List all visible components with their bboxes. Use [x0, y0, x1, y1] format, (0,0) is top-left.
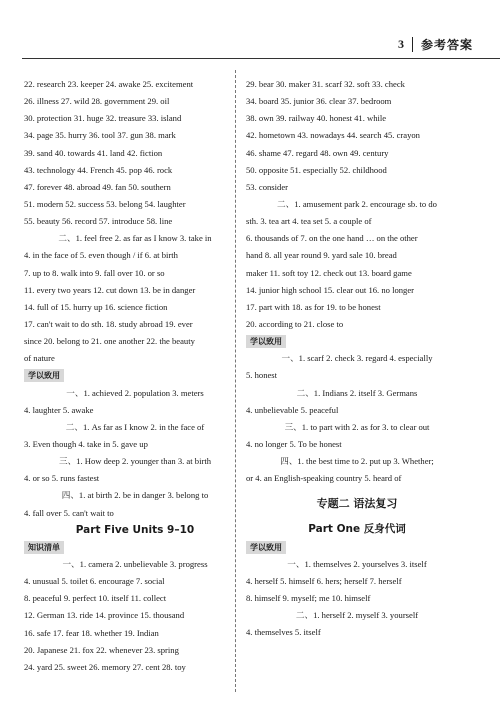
answer-line: 24. yard 25. sweet 26. memory 27. cent 28. toy: [24, 661, 186, 672]
part-heading: Part Five Units 9–10: [75, 523, 195, 536]
header-rule: [22, 58, 500, 59]
answer-line: 17. can't wait to do sth. 18. study abroad 19. ever: [24, 318, 193, 329]
section-tag: 学以致用: [246, 541, 286, 554]
answer-line: 20. according to 21. close to: [246, 318, 344, 329]
answer-line: 四、1. at birth 2. be in danger 3. belong to: [61, 490, 209, 501]
answer-line: 12. German 13. ride 14. province 15. thousand: [24, 610, 185, 621]
section-tag: 学以致用: [24, 369, 64, 382]
answer-line: 14. junior high school 15. clear out 16. no longer: [246, 284, 415, 295]
page-number: 3: [390, 37, 413, 52]
answer-line: 6. thousands of 7. on the one hand … on the other: [246, 233, 418, 244]
answer-line: 34. board 35. junior 36. clear 37. bedroom: [246, 96, 392, 107]
answer-line: 二、1. As far as I know 2. in the face of: [65, 421, 205, 432]
page-header: [390, 34, 500, 54]
answer-line: 11. every two years 12. cut down 13. be in danger: [24, 284, 196, 295]
answer-line: 34. page 35. hurry 36. tool 37. gun 38. mark: [24, 130, 176, 141]
answer-line: 4. or so 5. runs fastest: [24, 473, 100, 484]
answer-line: 20. Japanese 21. fox 22. whenever 23. spring: [24, 644, 179, 655]
right-column: [246, 76, 468, 641]
column-divider: [235, 70, 236, 692]
answer-line: 50. opposite 51. especially 52. childhood: [246, 164, 387, 175]
answer-line: 一、1. themselves 2. yourselves 3. itself: [287, 558, 427, 569]
answer-line: 39. sand 40. towards 41. land 42. fiction: [24, 147, 163, 158]
answer-line: 二、1. feel free 2. as far as I know 3. take in: [58, 233, 212, 244]
answer-line: sth. 3. tea art 4. tea set 5. a couple of: [246, 216, 372, 227]
section-tag-row: [246, 539, 468, 556]
header-title: 参考答案: [421, 37, 474, 52]
answer-line: 17. part with 18. as for 19. to be honest: [246, 301, 381, 312]
answer-line: 4. no longer 5. To be honest: [246, 438, 342, 449]
answer-line: 30. protection 31. huge 32. treasure 33. island: [24, 113, 182, 124]
answer-line: 二、1. herself 2. myself 3. yourself: [295, 610, 419, 621]
answer-line: 5. honest: [246, 370, 278, 381]
answer-line: 4. laughter 5. awake: [24, 404, 94, 415]
answer-line: 47. forever 48. abroad 49. fan 50. southern: [24, 181, 171, 192]
answer-line: 三、1. to part with 2. as for 3. to clear out: [284, 421, 430, 432]
answer-line: 16. safe 17. fear 18. whether 19. Indian: [24, 627, 159, 638]
answer-line: 38. own 39. railway 40. honest 41. while: [246, 113, 387, 124]
section-tag: 知识清单: [24, 541, 64, 554]
section-tag-row: [24, 367, 246, 384]
answer-line: 26. illness 27. wild 28. government 29. oil: [24, 96, 170, 107]
answer-line: 8. peaceful 9. perfect 10. itself 11. collect: [24, 593, 167, 604]
answer-line: 一、1. scarf 2. check 3. regard 4. especially: [281, 353, 433, 364]
answer-line: 51. modern 52. success 53. belong 54. laughter: [24, 198, 186, 209]
answer-line: 四、1. the best time to 2. put up 3. Whether;: [280, 456, 434, 467]
answer-line: 53. consider: [246, 181, 289, 192]
answer-line: 三、1. How deep 2. younger than 3. at birth: [58, 456, 212, 467]
answer-line: 4. fall over 5. can't wait to: [24, 507, 114, 518]
answer-line: 4. unbelievable 5. peaceful: [246, 404, 339, 415]
topic-heading: 专题二 语法复习: [316, 497, 398, 511]
answer-line: 7. up to 8. walk into 9. fall over 10. or so: [24, 267, 165, 278]
answer-line: 二、1. Indians 2. itself 3. Germans: [296, 387, 418, 398]
answer-line: 14. full of 15. hurry up 16. science fiction: [24, 301, 168, 312]
answer-line: 55. beauty 56. record 57. introduce 58. line: [24, 216, 173, 227]
answer-line: 8. himself 9. myself; me 10. himself: [246, 592, 371, 603]
section-tag: 学以致用: [246, 335, 286, 348]
answer-line: 4. themselves 5. itself: [246, 627, 321, 638]
answer-line: hand 8. all year round 9. yard sale 10. bread: [246, 250, 397, 261]
answer-line: 3. Even though 4. take in 5. gave up: [24, 438, 148, 449]
answer-line: 4. herself 5. himself 6. hers; herself 7. herself: [246, 575, 402, 586]
answer-line: 46. shame 47. regard 48. own 49. century: [246, 147, 389, 158]
section-tag-row: [24, 539, 246, 556]
answer-line: 二、1. amusement park 2. encourage sb. to do: [277, 198, 437, 209]
answer-line: of nature: [24, 353, 55, 364]
answer-line: 22. research 23. keeper 24. awake 25. excitement: [24, 79, 194, 89]
answer-line: 一、1. camera 2. unbelievable 3. progress: [62, 558, 208, 569]
answer-line: 29. bear 30. maker 31. scarf 32. soft 33. check: [246, 79, 405, 89]
part-heading: Part One 反身代词: [308, 523, 406, 536]
answer-line: 4. in the face of 5. even though / if 6. at birth: [24, 250, 178, 261]
answer-line: or 4. an English-speaking country 5. heard of: [246, 473, 402, 484]
section-tag-row: [246, 333, 468, 350]
answer-line: maker 11. soft toy 12. check out 13. board game: [246, 267, 412, 278]
answer-line: since 20. belong to 21. one another 22. the beauty: [24, 336, 195, 347]
left-column: [24, 76, 246, 676]
answer-line: 42. hometown 43. nowadays 44. search 45. crayon: [246, 130, 420, 141]
answer-line: 4. unusual 5. toilet 6. encourage 7. social: [24, 576, 165, 587]
answer-line: 一、1. achieved 2. population 3. meters: [66, 387, 204, 398]
answer-line: 43. technology 44. French 45. pop 46. rock: [24, 164, 173, 175]
